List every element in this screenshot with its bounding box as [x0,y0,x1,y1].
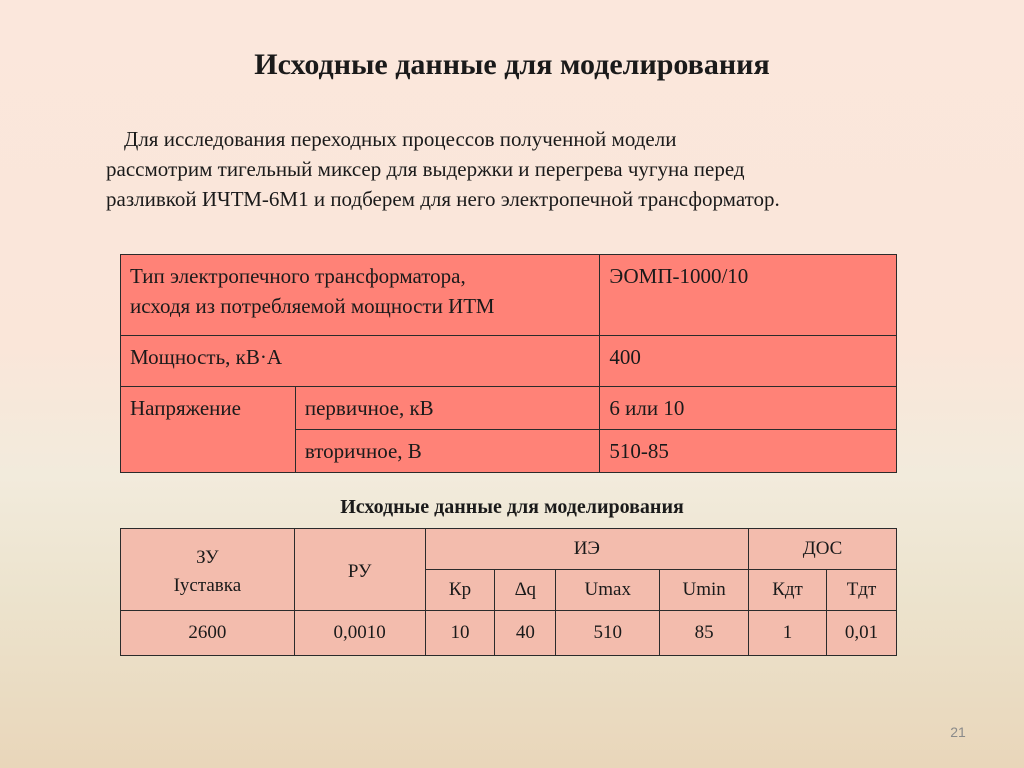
zu-header-line-1: ЗУ [196,546,219,568]
umin-header-cell: Umin [660,570,749,611]
table-row [121,387,897,430]
table-row [121,611,897,656]
umin-value-cell: 85 [660,611,749,656]
dos-header-cell: ДОС [749,529,897,570]
tdt-value-cell: 0,01 [826,611,896,656]
umax-header-cell: Umax [556,570,660,611]
kp-value-cell: 10 [425,611,495,656]
secondary-value-cell: 510-85 [600,430,897,473]
power-label-cell: Мощность, кВ·А [121,336,600,387]
transformer-table [120,254,897,473]
type-label-cell [121,255,600,336]
page-number: 21 [950,724,966,740]
intro-line-3: разливкой ИЧТМ-6М1 и подберем для него электропечной трансформатор. [106,187,780,211]
intro-line-1: Для исследования переходных процессов полученной модели [124,127,677,151]
type-value-cell: ЭОМП-1000/10 [600,255,897,336]
tdt-header-cell: Tдт [826,570,896,611]
intro-paragraph [106,124,936,214]
table-row [121,255,897,336]
type-label-line-1: Тип электропечного трансформатора, [130,264,466,288]
voltage-label-cell: Напряжение [121,387,296,473]
ru-value-cell: 0,0010 [294,611,425,656]
dq-header-cell: ∆q [495,570,556,611]
secondary-label-cell: вторичное, В [295,430,599,473]
intro-line-2: рассмотрим тигельный миксер для выдержки и перегрева чугуна перед [106,157,745,181]
kdt-value-cell: 1 [749,611,827,656]
ru-header-cell: РУ [294,529,425,611]
zu-header-line-2: Iуставка [173,574,242,596]
type-label-line-2: исходя из потребляемой мощности ИТМ [130,294,495,318]
power-value-cell: 400 [600,336,897,387]
kp-header-cell: Кр [425,570,495,611]
primary-value-cell: 6 или 10 [600,387,897,430]
kdt-header-cell: Кдт [749,570,827,611]
zu-header-cell [121,529,295,611]
primary-label-cell: первичное, кВ [295,387,599,430]
table-row [121,336,897,387]
dq-value-cell: 40 [495,611,556,656]
table-row [121,529,897,570]
slide-title: Исходные данные для моделирования [254,48,770,81]
ie-header-cell: ИЭ [425,529,749,570]
zu-value-cell: 2600 [121,611,295,656]
params-caption: Исходные данные для моделирования [340,496,684,518]
params-table [120,528,897,656]
umax-value-cell: 510 [556,611,660,656]
